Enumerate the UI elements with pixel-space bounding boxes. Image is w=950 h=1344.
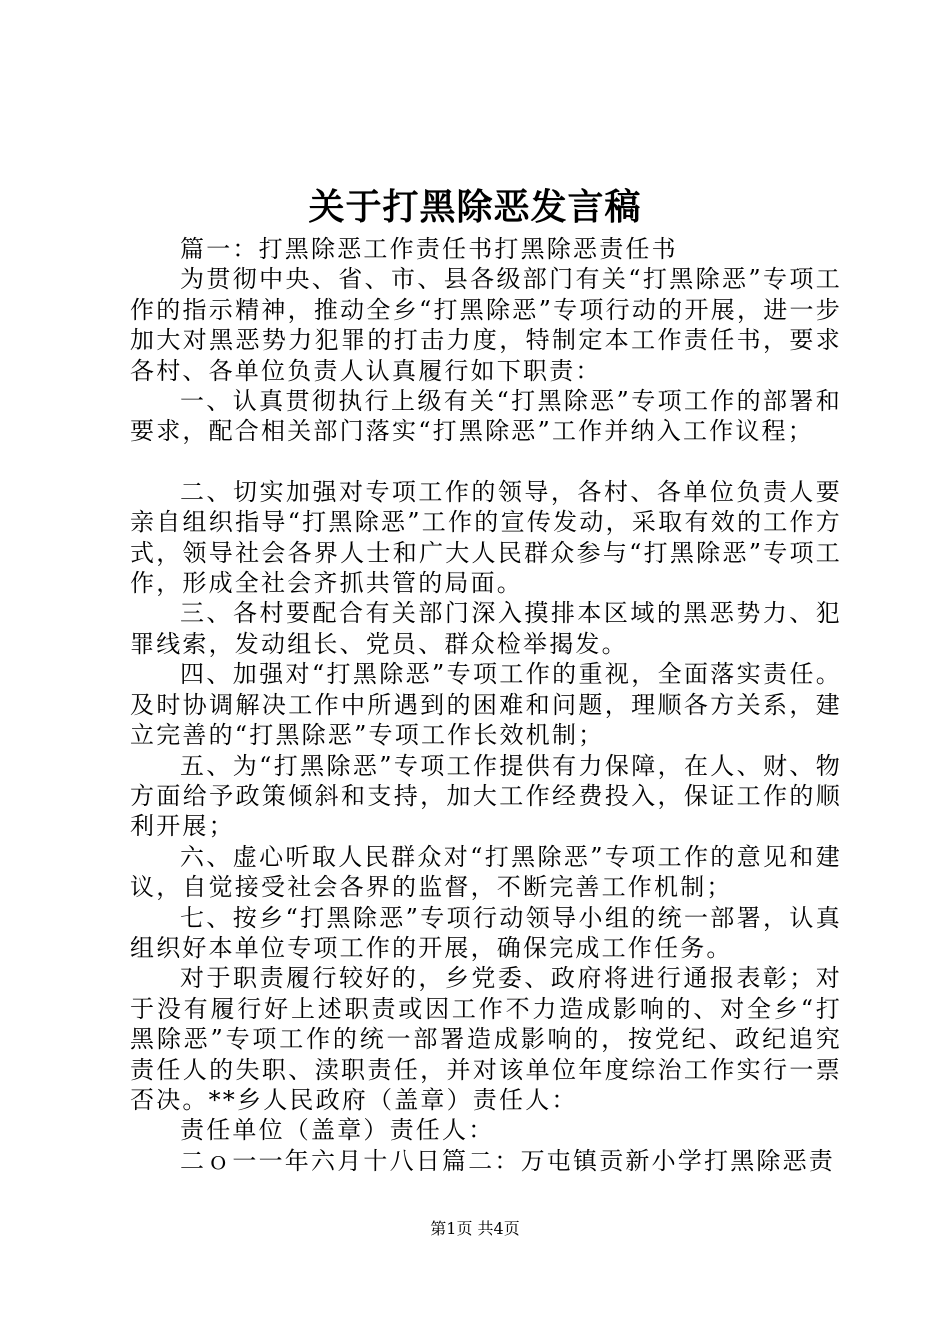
page-footer: 第1页 共4页 (430, 1219, 520, 1238)
document-body (130, 234, 842, 1176)
paragraph-signature-unit: 责任单位（盖章）责任人： (180, 1116, 495, 1145)
paragraph-heading-part-one: 篇一：打黑除恶工作责任书打黑除恶责任书 (180, 235, 678, 263)
paragraph-duty-4: 四、加强对“打黑除恶”专项工作的重视，全面落实责任。及时协调解决工作中所遇到的困难和问题，理顺各方关系，建立完善的“打黑除恶”专项工作长效机制； (130, 660, 842, 750)
paragraph-date-part-two: 二ｏ一一年六月十八日篇二：万屯镇贡新小学打黑除恶责 (180, 1146, 835, 1175)
paragraph-intro: 为贯彻中央、省、市、县各级部门有关“打黑除恶”专项工作的指示精神，推动全乡“打黑除恶”专项行动的开展，进一步加大对黑恶势力犯罪的打击力度，特制定本工作责任书，要求各村、各单位负责人认真履行如下职责： (130, 265, 842, 385)
document-title: 关于打黑除恶发言稿 (308, 186, 642, 228)
paragraph-duty-7: 七、按乡“打黑除恶”专项行动领导小组的统一部署，认真组织好本单位专项工作的开展，确保完成工作任务。 (130, 903, 842, 962)
paragraph-duty-3: 三、各村要配合有关部门深入摸排本区域的黑恶势力、犯罪线索，发动组长、党员、群众检举揭发。 (130, 599, 842, 658)
paragraph-duty-5: 五、为“打黑除恶”专项工作提供有力保障，在人、财、物方面给予政策倾斜和支持，加大工作经费投入，保证工作的顺利开展； (130, 751, 842, 841)
paragraph-duty-2: 二、切实加强对专项工作的领导，各村、各单位负责人要亲自组织指导“打黑除恶”工作的宣传发动，采取有效的工作方式，领导社会各界人士和广大人民群众参与“打黑除恶”专项工作，形成全社会齐抓共管的局面。 (130, 477, 842, 598)
paragraph-duty-1: 一、认真贯彻执行上级有关“打黑除恶”专项工作的部署和要求，配合相关部门落实“打黑除恶”工作并纳入工作议程； (130, 387, 842, 446)
paragraph-duty-6: 六、虚心听取人民群众对“打黑除恶”专项工作的意见和建议，自觉接受社会各界的监督，不断完善工作机制； (130, 842, 842, 902)
paragraph-accountability: 对于职责履行较好的，乡党委、政府将进行通报表彰；对于没有履行好上述职责或因工作不力造成影响的、对全乡“打黑除恶”专项工作的统一部署造成影响的，按党纪、政纪追究责任人的失职、渎职责任，并对该单位年度综治工作实行一票否决。**乡人民政府（盖章）责任人： (130, 964, 842, 1114)
